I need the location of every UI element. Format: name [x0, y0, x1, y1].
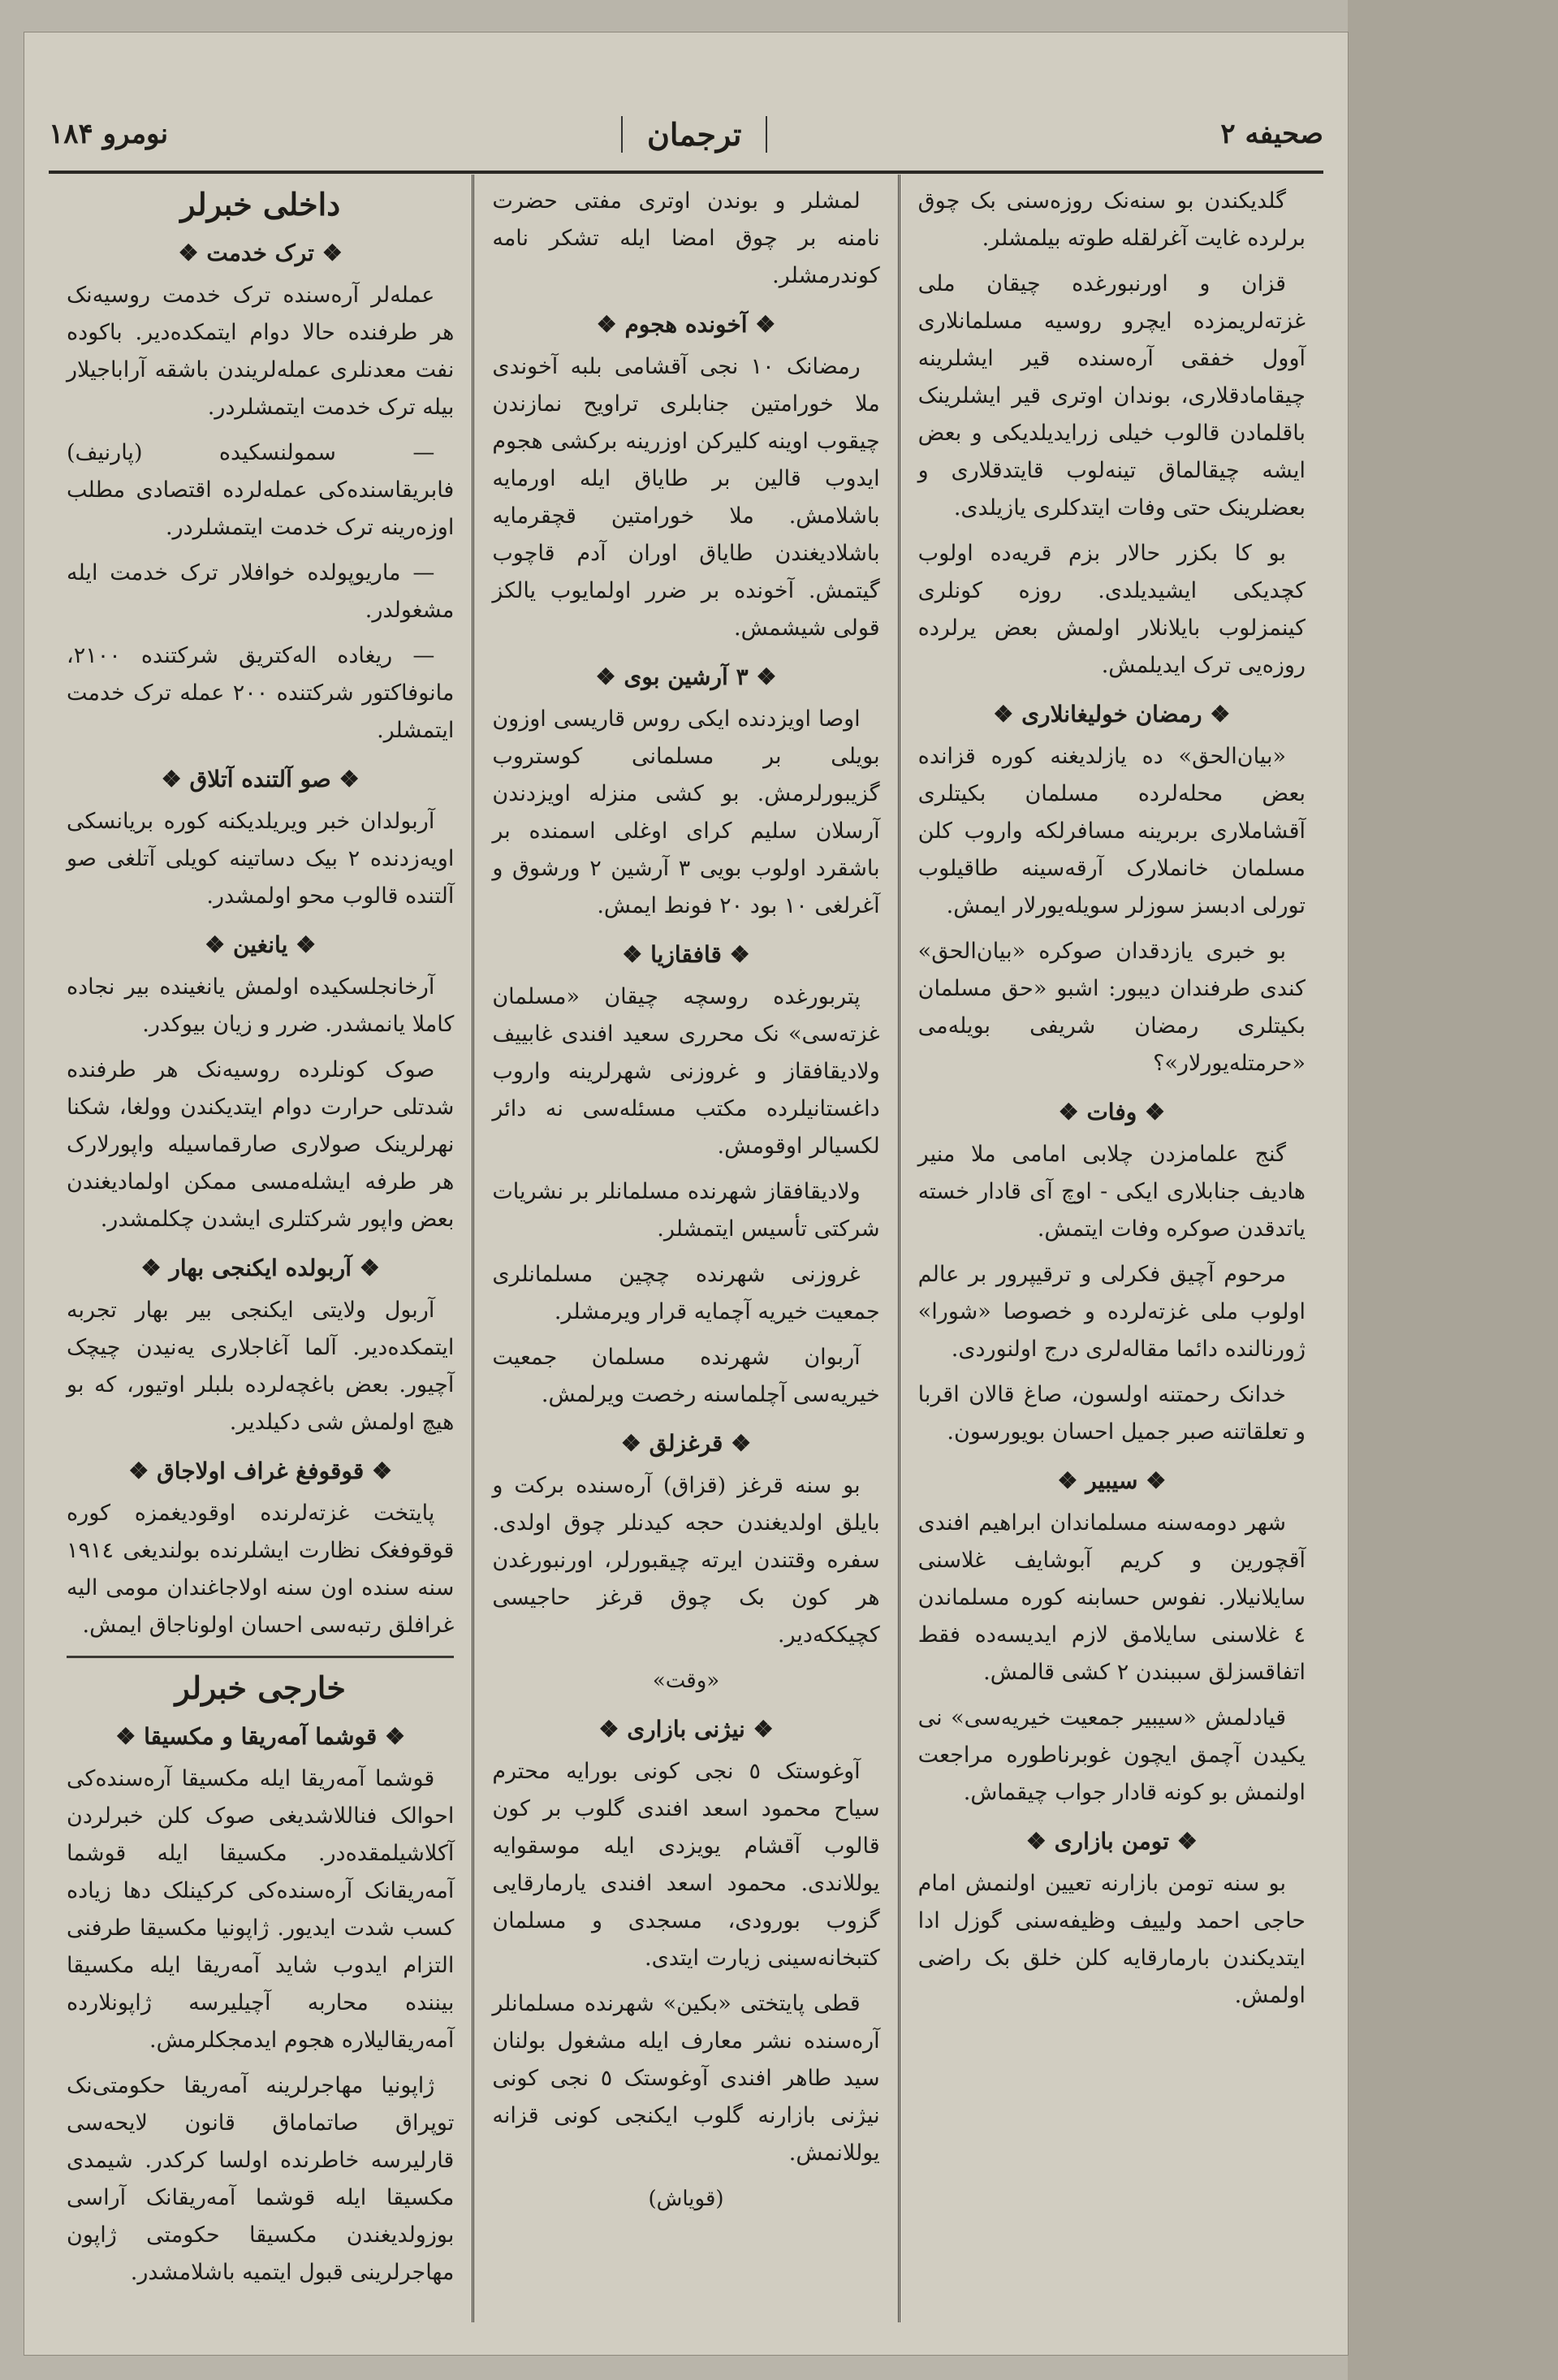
paragraph: ژاپونیا مهاجرلرینه آمه‌ریقا حکومتی‌نک توپراق صاتماماق قانون لایحه‌سی قارلیرسه خاطرنده اولسا کرکدر. شیمدی مکسیقا ایله قوشما آمه‌ریقانک آراسی بوزولدیغندن مکسیقا حکومتی ژاپون مهاجرلرینی قبول ایتمیه باشلامشدر. — [67, 2073, 455, 2285]
paragraph: قوشما آمه‌ریقا ایله مکسیقا آره‌سنده‌کی احوالک فناللاشدیغی صوک کلن خبرلردن آکلاشیلمقده‌در. مکسیقا ایله قوشما آمه‌ریقانک آره‌سنده‌کی کرکینلک دها زیاده کسب شدت ایدیور. ژاپونیا مکسیقا طرفنی التزام ایدوب شاید آمه‌ریقا ایله مکسیقا بیننده محاربه آچیلیرسه ژاپونلارده آمه‌ریقالیلاره هجوم ایدمجکلرمش. — [67, 1766, 455, 2053]
paragraph: — ریغاده اله‌کتریق شرکتنده ٢١٠٠، مانوفاکتور شرکتنده ٢٠٠ عمله ترک خدمت ایتمشلر. — [67, 643, 455, 743]
subheading-count: ❖ قوقوفغ غراف اولاجاق ❖ — [67, 1453, 454, 1490]
paragraph: گنج علمامزدن چلابی امامی ملا منیر هادیف جنابلاری ایکی - اوچ آی قادار خسته یاتدقدن صوکره وفات ایتمش. — [917, 1142, 1306, 1242]
source-credit: «وقت» — [652, 1669, 720, 1693]
subheading-tyumen-market: ❖ تومن بازاری ❖ — [918, 1823, 1306, 1860]
paragraph: — سمولنسکیده (پارنیف) فابریقاسنده‌کی عمله‌لرده اقتصادی مطلب اوزه‌رینه ترک خدمت ایتمشلردر. — [67, 440, 455, 540]
paragraph: ولادیقافقاز شهرنده مسلمانلر بر نشریات شرکتی تأسیس ایتمشلر. — [492, 1179, 880, 1242]
subheading-siberia: ❖ سیبیر ❖ — [918, 1462, 1306, 1500]
paragraph: بو خبری یازدقدان صوکره «بیان‌الحق» کندی طرفندان دیبور: اشبو «حق مسلمان بکیتلری رمضان شریفی بویله‌می «حرمتله‌یورلار»؟ — [917, 939, 1306, 1076]
subheading-kirghiz: ❖ قرغزلق ❖ — [492, 1425, 879, 1462]
subheading-ramadan-hooligans: ❖ رمضان خولیغانلاری ❖ — [918, 696, 1306, 733]
paragraph: آربولدان خبر ویریلدیکنه کوره بریانسکی اویه‌زدنده ٢ بیک دساتینه کویلی آتلغی صو آلتنده قالوب محو اولمشدر. — [67, 809, 455, 909]
paragraph: — ماریوپولده خوافلار ترک خدمت ایله مشغولدر. — [67, 560, 455, 623]
paragraph: عمله‌لر آره‌سنده ترک خدمت روسیه‌نک هر طرفنده حالا دوام ایتمکده‌دیر. باکوده نفت معدنلری عمله‌لریندن باشقه آراباجیلار بیله ترک خدمت ایتمشلردر. — [67, 283, 455, 420]
column-left — [49, 175, 472, 2322]
paragraph: شهر دومه‌سنه مسلماندان ابراهیم افندی آقچورین و کریم آبوشایف غلاسنی سایلانیلار. نفوس حسابنه کوره مسلماندن ٤ غلاسنی سایلامق لازم ایدیسه‌ده فقط اتفاقسزلق سببندن ٢ کشی قالمش. — [917, 1510, 1306, 1685]
newspaper-page — [24, 32, 1348, 2355]
subheading-usa-mexico: ❖ قوشما آمه‌ریقا و مکسیقا ❖ — [67, 1718, 454, 1756]
paragraph: اوصا اویزدنده ایکی روس قاریسی اوزون بویلی بر مسلمانی کوستروب گزیبورلرمش. بو کشی منزله اویزدندن آرسلان سلیم کرای اوغلی اسمنده بر باشقرد اولوب بویی ٣ آرشین ٢ ورشوق و آغرلغی ١٠ بود ٢٠ فونط ایمش. — [492, 706, 880, 918]
paragraph: پتربورغده روسچه چیقان «مسلمان غزته‌سی» نک محرری سعید افندی غابییف ولادیقافقاز و غروزنی شهرلرینه واروب داغستانیلرده مکتب مسئله‌سی نه دائر لکسیالر اوقومش. — [492, 984, 880, 1159]
subheading-flood: ❖ صو آلتنده آتلاق ❖ — [67, 761, 454, 798]
paragraph: صوک کونلرده روسیه‌نک هر طرفنده شدتلی حرارت دوام ایتدیکندن وولغا، شکنا نهرلرینک صولاری صارقماسیله واپورلارک هر طرفه ایشله‌مسی ممکن اولمادیغندن بعض واپور شرکتلری ایشدن چکلمشدر. — [67, 1057, 455, 1232]
paragraph: خدانک رحمتنه اولسون، صاغ قالان اقربا و تعلقاتنه صبر جمیل احسان بویورسون. — [917, 1382, 1306, 1445]
subheading-obituary: ❖ وفات ❖ — [918, 1094, 1306, 1131]
column-middle — [472, 175, 897, 2322]
source-credit: (قویاش) — [648, 2187, 724, 2211]
paragraph: قزان و اورنبورغده چیقان ملی غزته‌لریمزده ایچرو روسیه مسلمانلاری آوول خفقی آره‌سنده قیر ایشلرینه چیقامادقلاری، بوندان اوتری قیر ایشلرینک باقلمادن قالوب خیلی زرایدیلدیکی و بعض ایشه چیقالماق تینه‌لوب قایتدقلاری و بعضلرینک حتی وفات ایتدکلری یازیلدی. — [917, 271, 1306, 520]
paragraph: غروزنی شهرنده چچین مسلمانلری جمعیت خیریه آچمایه قرار ویرمشلر. — [492, 1262, 880, 1324]
subheading-caucasus: ❖ قافقازیا ❖ — [492, 936, 879, 974]
section-title-domestic: داخلی خبرلر — [180, 186, 341, 222]
subheading-second-spring: ❖ آربولده ایکنجی بهار ❖ — [67, 1250, 454, 1287]
paragraph: آربوان شهرنده مسلمان جمعیت خیریه‌سی آچلماسنه رخصت ویرلمش. — [492, 1345, 880, 1407]
header-rule — [49, 171, 1323, 174]
paragraph: مرحوم آچیق فکرلی و ترقیپرور بر عالم اولوب ملی غزته‌لرده و خصوصا «شورا» ژورنالنده دائما مقاله‌لری درج اولنوردی. — [917, 1262, 1306, 1362]
issue-number: نومرو ۱۸۴ — [49, 118, 169, 150]
page-number: صحیفه ۲ — [1220, 118, 1323, 150]
paragraph: آربول ولایتی ایکنجی بیر بهار تجربه ایتمکده‌دیر. آلما آغاجلاری یه‌نیدن چیچک آچیور. بعض باغچه‌لرده بلبلر اوتیور، که بو هیچ اولمش شی دکیلدیر. — [67, 1298, 455, 1435]
masthead-title: ترجمان — [621, 116, 768, 153]
paragraph: بو سنه قرغز (قزاق) آره‌سنده برکت و بایلق اولدیغندن حجه کیدنلر چوق اولدی. سفره وقتندن ایرته چیقبورلر، اورنبورغدن هر کون بک چوق قرغز حاجیسی کچیککه‌دیر. — [492, 1473, 880, 1648]
subheading-tall-man: ❖ ٣ آرشین بوی ❖ — [492, 659, 879, 696]
subheading-strikes: ❖ ترک خدمت ❖ — [67, 235, 454, 272]
paragraph: «بیان‌الحق» ده یازلدیغنه کوره قزانده بعض محله‌لرده مسلمان بکیتلری آقشاملاری بربرینه مسافرلکه واروب کلن مسلمان خانملارک آرقه‌سینه طاقیلوب تورلی ادبسز سوزلر سویله‌یورلار ایمش. — [917, 744, 1306, 918]
continued-text: لمشلر و بوندن اوتری مفتی حضرت نامنه بر چوق امضا ایله تشکر نامه کوندرمشلر. — [492, 188, 880, 288]
paragraph: رمضانک ١٠ نجی آقشامی بلبه آخوندی ملا خورامتین جنابلری تراویح نمازندن چیقوب اوینه کلیرکن اوزرینه برکشی هجوم ایدوب قالین بر طایاق ایله اورمایه باشلامش. ملا خورامتین قچقرمایه باشلادیغندن طایاق اوران آدم قاچوب گیتمش. آخونده بر ضرر اولمایوب یالکز قولی شیشمش. — [492, 354, 880, 641]
continued-text: گلدیکندن بو سنه‌نک روزه‌سنی بک چوق برلرده غایت آغرلقله طوته بیلمشلر. — [917, 188, 1306, 251]
column-right — [898, 175, 1323, 2322]
scan-edge — [1348, 0, 1558, 2380]
paragraph: بو سنه تومن بازارنه تعیین اولنمش امام حاجی احمد ولییف وظیفه‌سنی گوزل ادا ایتدیکندن بارمارقایه کلن خلق بک راضی اولمش. — [917, 1871, 1306, 2008]
paragraph: آوغوستک ٥ نجی کونی بورایه محترم سیاح محمود اسعد افندی گلوب بر کون قالوب آقشام یویزدی ایله موسقوایه یوللاندی. محمود اسعد افندی یارمارقایی گزوب بورودی، مسجدی و مسلمان کتبخانه‌سینی زیارت ایتدی. — [492, 1759, 880, 1971]
section-divider — [67, 1656, 454, 1658]
subheading-nizhny-market: ❖ نیژنی بازاری ❖ — [492, 1711, 879, 1748]
paragraph: قیادلمش «سیبیر جمعیت خیریه‌سی» نی یکیدن آچمق ایچون غوبرناطوره مراجعت اولنمش بو کونه قادار جواب چیقماش. — [917, 1705, 1306, 1805]
paragraph: آرخانجلسکیده اولمش یانغینده بیر نجاده کاملا یانمشدر. ضرر و زیان بیوکدر. — [67, 974, 455, 1037]
paragraph: پایتخت غزته‌لرنده اوقودیغمزه کوره قوقوفغک نظارت ایشلرنده بولندیغی ١٩١٤ سنه سنده اون سنه اولاجاغندان مومی الیه غرافلق رتبه‌سی احسان اولوناجاق ایمش. — [67, 1501, 455, 1638]
paragraph: بو کا بکزر حالار بزم قریه‌ده اولوب کچدیکی ایشیدیلدی. روزه کونلری کینمز‌لوب بایلانلار اولمش بعض یرلرده روزه‌یی ترک ایدیلمش. — [917, 541, 1306, 678]
paragraph: قطی پایتختی «بکین» شهرنده مسلمانلر آره‌سنده نشر معارف ایله مشغول بولنان سید طاهر افندی آوغوستک ٥ نجی کونی نیژنی بازارنه گلوب ایکنجی کونی قزانه یوللانمش. — [492, 1991, 880, 2166]
section-title-foreign: خارجی خبرلر — [175, 1669, 346, 1706]
page-header — [49, 97, 1323, 171]
subheading-fire: ❖ یانغین ❖ — [67, 927, 454, 964]
subheading-attack: ❖ آخونده هجوم ❖ — [492, 306, 879, 343]
article-columns — [49, 175, 1323, 2322]
